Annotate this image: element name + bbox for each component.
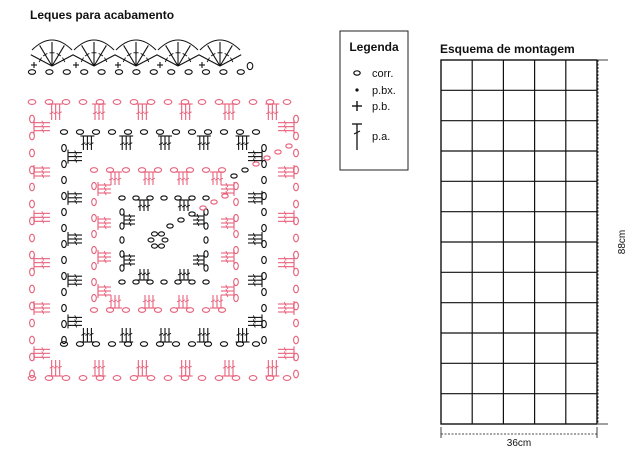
height-label: 88cm: [617, 229, 628, 255]
legend-box: [340, 31, 408, 170]
legend-label-pa: p.a.: [372, 131, 391, 143]
center-ring: [148, 232, 168, 248]
width-dimension: [441, 427, 597, 449]
legend-label-pbx: p.bx.: [372, 85, 396, 97]
assembly-grid: [441, 60, 597, 424]
width-label: 36cm: [506, 438, 532, 449]
legend-title: Legenda: [349, 40, 399, 54]
fan-motif: [31, 40, 73, 68]
fan-motif: [199, 40, 241, 68]
fan-section: [28, 8, 252, 74]
legend-label-corr: corr.: [372, 68, 394, 80]
assembly-diagram: [440, 42, 628, 449]
slip-stitch-dot-icon: [355, 88, 358, 91]
fan-motif: [115, 40, 157, 68]
fan-section-title: Leques para acabamento: [30, 8, 175, 22]
assembly-title: Esquema de montagem: [440, 42, 575, 56]
fan-row: [28, 40, 252, 74]
granny-square-chart: [28, 100, 298, 381]
fan-motif: [157, 40, 199, 68]
legend-label-pb: p.b.: [372, 101, 391, 113]
height-dimension: [598, 60, 628, 424]
fan-motif: [73, 40, 115, 68]
